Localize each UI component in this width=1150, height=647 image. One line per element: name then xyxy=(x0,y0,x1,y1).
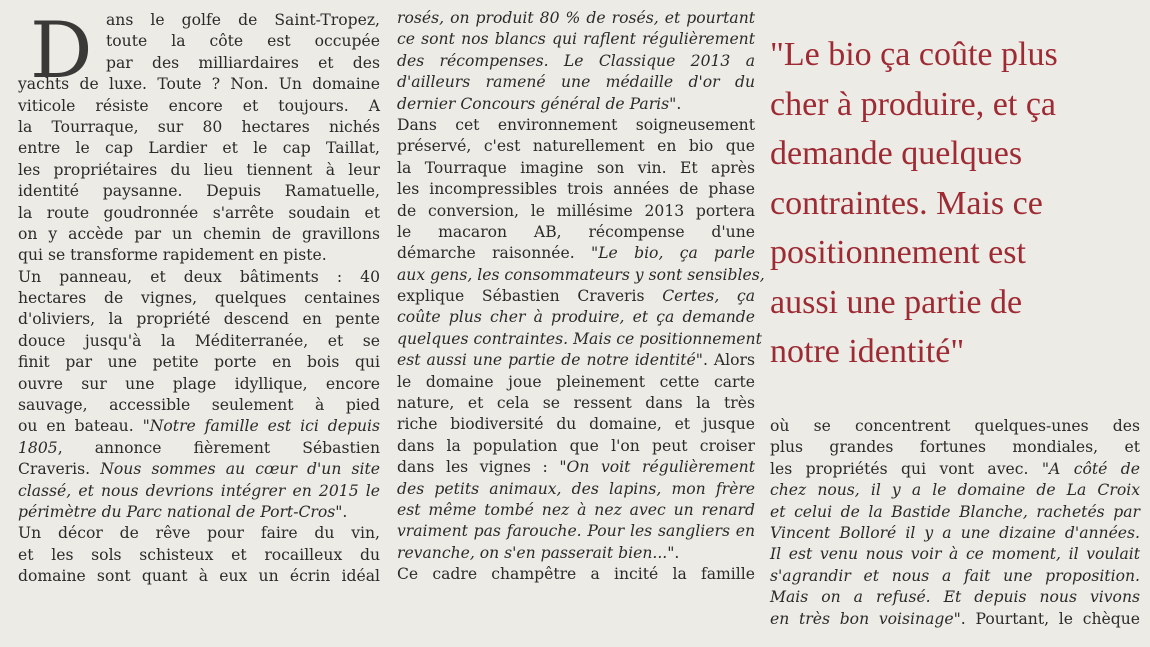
text-line: la route goudronnée s'arrête soudain et xyxy=(18,203,380,222)
text-line: est même tombé nez à nez avec un renard xyxy=(397,500,755,519)
text-line: finit par une petite porte en bois qui xyxy=(18,353,380,372)
text-line: sauvage, accessible seulement à pied xyxy=(18,396,380,415)
pull-quote-line: "Le bio ça coûte plus xyxy=(770,36,1058,73)
text-line: nature, et cela se ressent dans la très xyxy=(397,394,755,413)
text-line: on y accède par un chemin de gravillons xyxy=(18,224,380,243)
text-line: coûte plus cher à produire, et ça demande xyxy=(397,308,755,327)
text-line: d'ailleurs ramené une médaille d'or du xyxy=(397,73,755,92)
text-line: Ce cadre champêtre a incité la famille xyxy=(397,565,755,584)
text-line: la Tourraque, sur 80 hectares nichés xyxy=(18,117,380,136)
text-line: périmètre du Parc national de Port-Cros". xyxy=(18,502,348,521)
text-line: Vincent Bolloré il y a une dizaine d'années. xyxy=(770,523,1140,542)
text-line: dans les vignes : "On voit régulièrement xyxy=(397,458,755,477)
text-line: les propriétés qui vont avec. "A côté de xyxy=(770,459,1140,478)
text-line: rosés, on produit 80 % de rosés, et pourtant xyxy=(397,9,755,27)
text-line: quelques contraintes. Mais ce positionnement xyxy=(397,329,762,348)
text-line: explique Sébastien Craveris Certes, ça xyxy=(397,287,755,306)
text-line: revanche, on s'en passerait bien...". xyxy=(397,543,680,562)
text-line: hectares de vignes, quelques centaines xyxy=(18,289,380,308)
text-line: et celui de la Bastide Blanche, rachetés par xyxy=(770,502,1140,521)
text-line: vraiment pas farouche. Pour les sangliers en xyxy=(397,522,755,541)
text-line: yachts de luxe. Toute ? Non. Un domaine xyxy=(18,75,380,94)
text-line: viticole résiste encore et toujours. A xyxy=(18,96,380,115)
text-line: démarche raisonnée. "Le bio, ça parle xyxy=(397,244,756,263)
text-line: est aussi une partie de notre identité". Alors xyxy=(397,351,755,370)
pull-quote-line: cher à produire, et ça xyxy=(770,85,1056,123)
text-line: Craveris. Nous sommes au cœur d'un site xyxy=(18,460,380,479)
text-line: dans la population que l'on peut croiser xyxy=(397,436,755,455)
text-line: Un panneau, et deux bâtiments : 40 xyxy=(18,267,380,286)
article-column-1 xyxy=(18,6,380,588)
article-column-3 xyxy=(770,416,1140,630)
pull-quote-line: notre identité" xyxy=(770,333,965,370)
text-line: plus grandes fortunes mondiales, et xyxy=(770,438,1140,457)
text-line: Il est venu nous voir à ce moment, il voulait xyxy=(770,545,1140,564)
text-line: ouvre sur une plage idyllique, encore xyxy=(18,374,380,393)
text-line: Mais on a refusé. Et depuis nous vivons xyxy=(770,588,1140,607)
text-line: ce sont nos blancs qui raflent régulièrement xyxy=(397,30,755,49)
text-line: entre le cap Lardier et le cap Taillat, xyxy=(18,139,380,158)
text-line: les propriétaires du lieu tiennent à leur xyxy=(18,160,380,179)
pull-quote xyxy=(770,30,1140,377)
pull-quote-line: demande quelques xyxy=(770,135,1023,172)
text-line: classé, et nous devrions intégrer en 2015 le xyxy=(18,481,380,500)
text-line: identité paysanne. Depuis Ramatuelle, xyxy=(18,182,380,201)
text-line: Dans cet environnement soigneusement xyxy=(397,115,755,134)
pull-quote-line: contraintes. Mais ce xyxy=(770,184,1043,222)
text-line: des récompenses. Le Classique 2013 a xyxy=(397,51,755,70)
text-line: la Tourraque imagine son vin. Et après xyxy=(397,158,755,177)
pull-quote-line: aussi une partie de xyxy=(770,283,1023,321)
text-line: domaine sont quant à eux un écrin idéal xyxy=(18,567,380,586)
text-line: des petits animaux, des lapins, mon frère xyxy=(397,479,755,498)
text-line: Un décor de rêve pour faire du vin, xyxy=(18,524,380,543)
text-line: dernier Concours général de Paris". xyxy=(397,94,682,113)
text-line: riche biodiversité du domaine, et jusque xyxy=(397,415,755,434)
text-line: le macaron AB, récompense d'une xyxy=(397,222,755,241)
text-line: douce jusqu'à la Méditerranée, et se xyxy=(18,331,380,350)
text-line: d'oliviers, la propriété descend en pente xyxy=(18,310,380,329)
text-line: le domaine joue pleinement cette carte xyxy=(397,372,755,391)
text-line: ans le golfe de Saint-Tropez, xyxy=(106,11,380,29)
text-line: ou en bateau. "Notre famille est ici depuis xyxy=(18,417,380,436)
text-line: de conversion, le millésime 2013 portera xyxy=(397,201,755,220)
pull-quote-line: positionnement est xyxy=(770,234,1026,271)
text-line: qui se transforme rapidement en piste. xyxy=(18,246,327,265)
text-line: par des milliardaires et des xyxy=(106,53,380,72)
drop-cap: D xyxy=(30,6,93,96)
text-line: où se concentrent quelques-unes des xyxy=(770,417,1140,435)
article-column-2 xyxy=(397,8,765,586)
text-line: préservé, c'est naturellement en bio que xyxy=(397,137,755,156)
text-line: s'agrandir et nous a fait une proposition. xyxy=(770,566,1140,585)
text-line: les incompressibles trois années de phase xyxy=(397,180,755,199)
text-line: 1805, annonce fièrement Sébastien xyxy=(18,438,380,457)
text-line: aux gens, les consommateurs y sont sensibles, xyxy=(397,265,765,284)
text-line: chez nous, il y a le domaine de La Croix xyxy=(770,481,1140,500)
text-line: et les sols schisteux et rocailleux du xyxy=(18,545,380,564)
text-line: en très bon voisinage". Pourtant, le chèque xyxy=(770,609,1140,628)
text-line: toute la côte est occupée xyxy=(106,32,380,51)
